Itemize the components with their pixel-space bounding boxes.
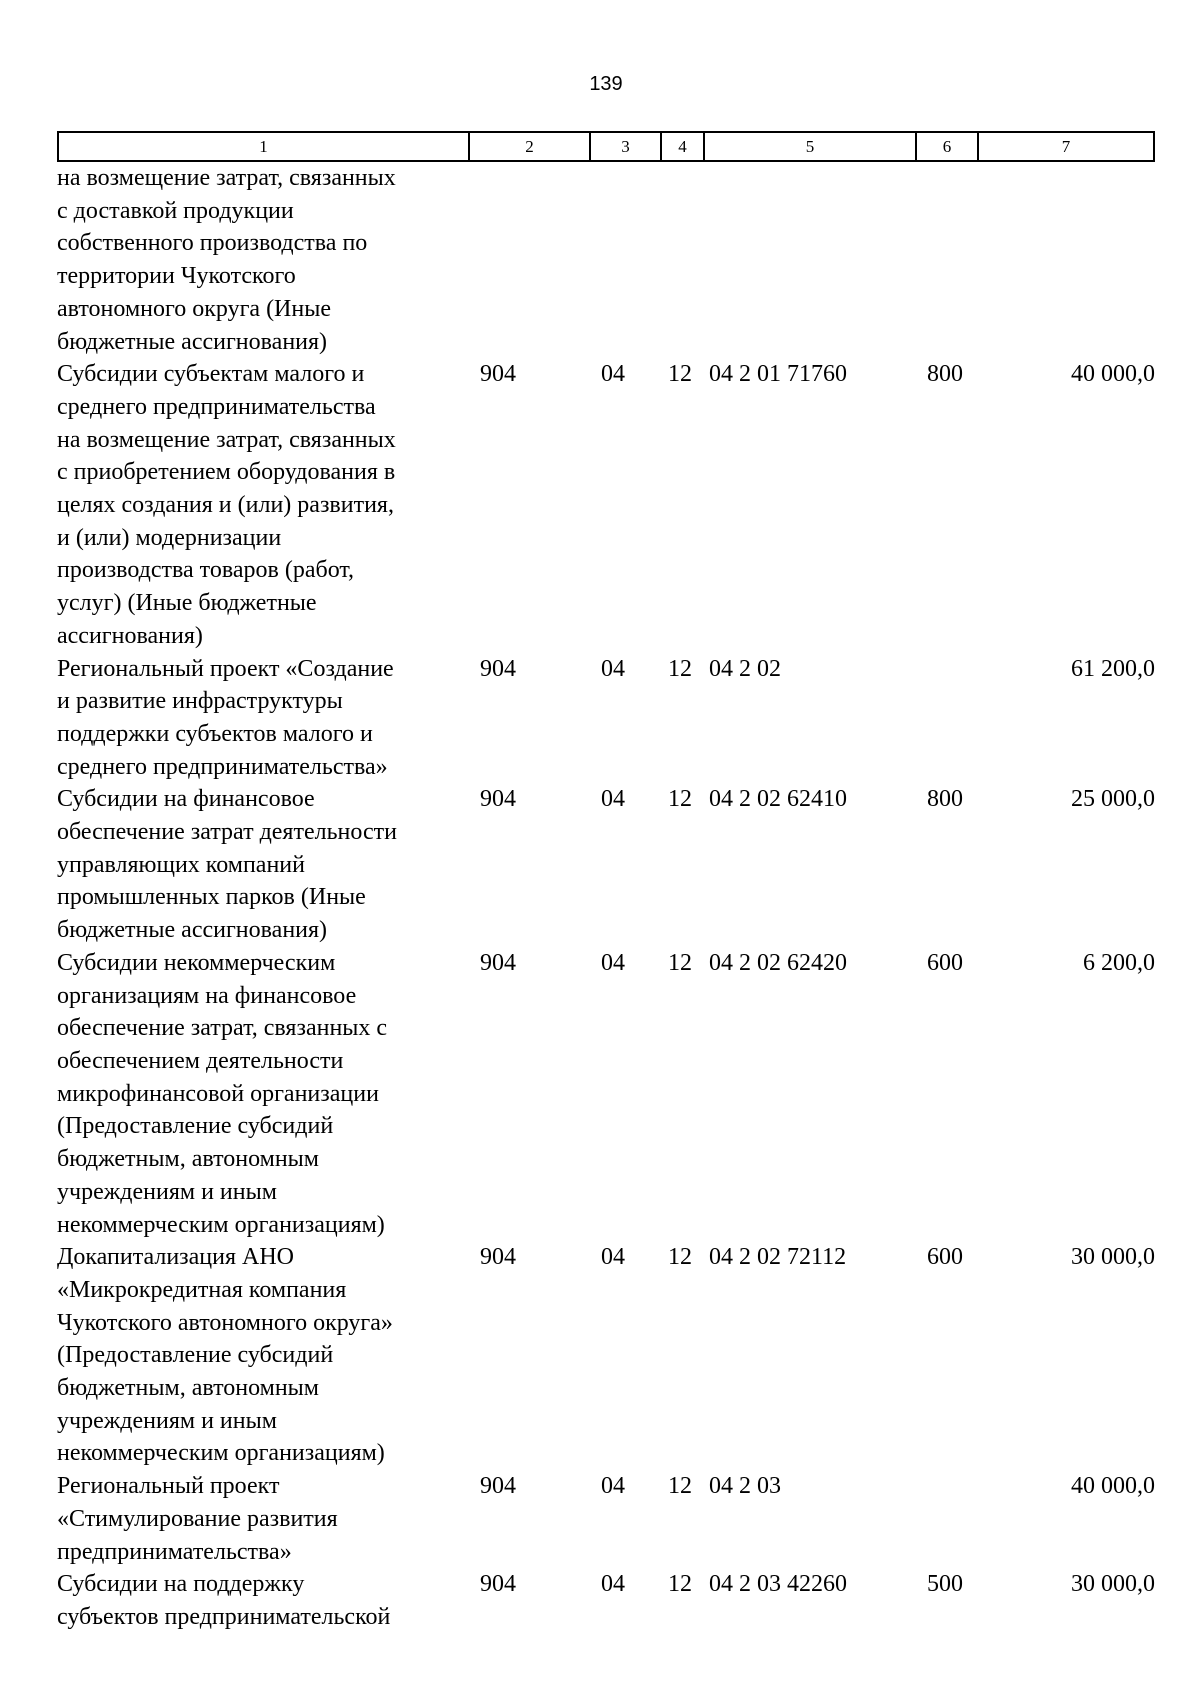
table-row xyxy=(57,1470,1157,1568)
description-line: с приобретением оборудования в xyxy=(57,459,396,486)
description-line: с доставкой продукции xyxy=(57,197,294,224)
description-line: Чукотского автономного округа» xyxy=(57,1309,393,1336)
description-line: некоммерческим организациям) xyxy=(57,1440,385,1467)
description-line: некоммерческим организациям) xyxy=(57,1211,385,1238)
description-line: среднего предпринимательства xyxy=(57,393,376,420)
column-header-3: 3 xyxy=(591,133,662,160)
cell-grbs: 904 xyxy=(480,1473,516,1500)
cell-subsection: 12 xyxy=(668,1244,692,1271)
description-line: (Предоставление субсидий xyxy=(57,1113,334,1140)
description-line: Субсидии субъектам малого и xyxy=(57,361,365,388)
cell-amount: 25 000,0 xyxy=(1071,786,1155,813)
column-header-7: 7 xyxy=(1061,137,1071,156)
cell-grbs: 904 xyxy=(480,1244,516,1271)
cell-amount: 6 200,0 xyxy=(1083,949,1155,976)
table-body xyxy=(57,162,1157,1634)
description-line: субъектов предпринимательской xyxy=(57,1603,391,1630)
description-line: бюджетные ассигнования) xyxy=(57,917,328,944)
description-line: «Стимулирование развития xyxy=(57,1505,338,1532)
cell-expense-type: 600 xyxy=(927,949,963,976)
cell-section: 04 xyxy=(601,949,625,976)
cell-target-article xyxy=(703,162,915,358)
description-line: промышленных парков (Иные xyxy=(57,884,366,911)
cell-grbs: 904 xyxy=(480,361,516,388)
cell-expense-type xyxy=(915,1470,977,1568)
cell-section: 04 xyxy=(601,1571,625,1598)
cell-expense-type: 800 xyxy=(927,786,963,813)
cell-amount: 40 000,0 xyxy=(1071,361,1155,388)
row-description xyxy=(57,1568,468,1633)
description-line: и развитие инфраструктуры xyxy=(57,688,343,715)
table-row xyxy=(57,1568,1157,1633)
cell-target-article: 04 2 02 xyxy=(709,655,781,682)
description-line: территории Чукотского xyxy=(57,263,296,290)
description-line: учреждениям и иным xyxy=(57,1178,277,1205)
table-row xyxy=(57,162,1157,358)
description-line: организациям на финансовое xyxy=(57,982,357,1009)
description-line: и (или) модернизации xyxy=(57,524,282,551)
cell-expense-type xyxy=(915,653,977,784)
description-line: среднего предпринимательства» xyxy=(57,753,388,780)
page-number: 139 xyxy=(589,73,623,95)
description-line: обеспечение затрат, связанных с xyxy=(57,1015,388,1042)
description-line: производства товаров (работ, xyxy=(57,557,355,584)
cell-target-article: 04 2 03 xyxy=(709,1473,781,1500)
cell-amount: 40 000,0 xyxy=(1071,1473,1155,1500)
description-line: предпринимательства» xyxy=(57,1538,292,1565)
cell-target-article: 04 2 03 42260 xyxy=(709,1571,847,1598)
cell-subsection: 12 xyxy=(668,786,692,813)
description-line: Региональный проект xyxy=(57,1473,280,1500)
description-line: обеспечением деятельности xyxy=(57,1047,344,1074)
cell-grbs xyxy=(468,162,589,358)
description-line: на возмещение затрат, связанных xyxy=(57,426,396,453)
cell-target-article: 04 2 01 71760 xyxy=(709,361,847,388)
cell-section: 04 xyxy=(601,1244,625,1271)
description-line: автономного округа (Иные xyxy=(57,295,332,322)
cell-grbs: 904 xyxy=(480,949,516,976)
table-row xyxy=(57,653,1157,784)
row-description xyxy=(57,358,468,652)
cell-grbs: 904 xyxy=(480,655,516,682)
cell-expense-type: 600 xyxy=(927,1244,963,1271)
cell-expense-type: 500 xyxy=(927,1571,963,1598)
row-description xyxy=(57,947,468,1241)
description-line: бюджетным, автономным xyxy=(57,1146,319,1173)
table-row xyxy=(57,358,1157,652)
description-line: обеспечение затрат деятельности xyxy=(57,819,397,846)
column-header-5: 5 xyxy=(705,133,917,160)
description-line: Субсидии некоммерческим xyxy=(57,949,336,976)
cell-section xyxy=(589,162,660,358)
description-line: Субсидии на финансовое xyxy=(57,786,315,813)
column-header-2: 2 xyxy=(470,133,591,160)
cell-amount: 30 000,0 xyxy=(1071,1571,1155,1598)
description-line: собственного производства по xyxy=(57,230,368,257)
cell-subsection xyxy=(660,162,703,358)
cell-section: 04 xyxy=(601,361,625,388)
cell-subsection: 12 xyxy=(668,1571,692,1598)
column-header-6: 6 xyxy=(917,133,979,160)
cell-grbs: 904 xyxy=(480,786,516,813)
column-header-4: 4 xyxy=(662,133,705,160)
description-line: услуг) (Иные бюджетные xyxy=(57,590,317,617)
cell-subsection: 12 xyxy=(668,1473,692,1500)
row-description xyxy=(57,162,468,358)
description-line: поддержки субъектов малого и xyxy=(57,720,373,747)
cell-section: 04 xyxy=(601,655,625,682)
row-description xyxy=(57,1470,468,1568)
description-line: (Предоставление субсидий xyxy=(57,1342,334,1369)
description-line: «Микрокредитная компания xyxy=(57,1276,347,1303)
cell-section: 04 xyxy=(601,1473,625,1500)
table-row xyxy=(57,1241,1157,1470)
description-line: ассигнования) xyxy=(57,622,203,649)
cell-target-article: 04 2 02 62420 xyxy=(709,949,847,976)
cell-target-article: 04 2 02 72112 xyxy=(709,1244,847,1271)
cell-target-article: 04 2 02 62410 xyxy=(709,786,847,813)
cell-section: 04 xyxy=(601,786,625,813)
description-line: Докапитализация АНО xyxy=(57,1244,295,1271)
cell-amount: 61 200,0 xyxy=(1071,655,1155,682)
description-line: целях создания и (или) развития, xyxy=(57,492,394,519)
description-line: микрофинансовой организации xyxy=(57,1080,379,1107)
row-description xyxy=(57,653,468,784)
description-line: бюджетные ассигнования) xyxy=(57,328,328,355)
description-line: Региональный проект «Создание xyxy=(57,655,394,682)
cell-grbs: 904 xyxy=(480,1571,516,1598)
description-line: на возмещение затрат, связанных xyxy=(57,165,396,191)
cell-amount: 30 000,0 xyxy=(1071,1244,1155,1271)
cell-subsection: 12 xyxy=(668,361,692,388)
cell-expense-type xyxy=(915,162,977,358)
description-line: Субсидии на поддержку xyxy=(57,1571,305,1598)
table-row xyxy=(57,783,1157,947)
description-line: учреждениям и иным xyxy=(57,1407,277,1434)
row-description xyxy=(57,783,468,947)
description-line: бюджетным, автономным xyxy=(57,1375,319,1402)
table-header xyxy=(57,131,1155,162)
description-line: управляющих компаний xyxy=(57,851,305,878)
row-description xyxy=(57,1241,468,1470)
cell-expense-type: 800 xyxy=(927,361,963,388)
table-row xyxy=(57,947,1157,1241)
column-header-1: 1 xyxy=(59,133,470,160)
cell-amount xyxy=(977,162,1157,358)
cell-subsection: 12 xyxy=(668,949,692,976)
cell-subsection: 12 xyxy=(668,655,692,682)
